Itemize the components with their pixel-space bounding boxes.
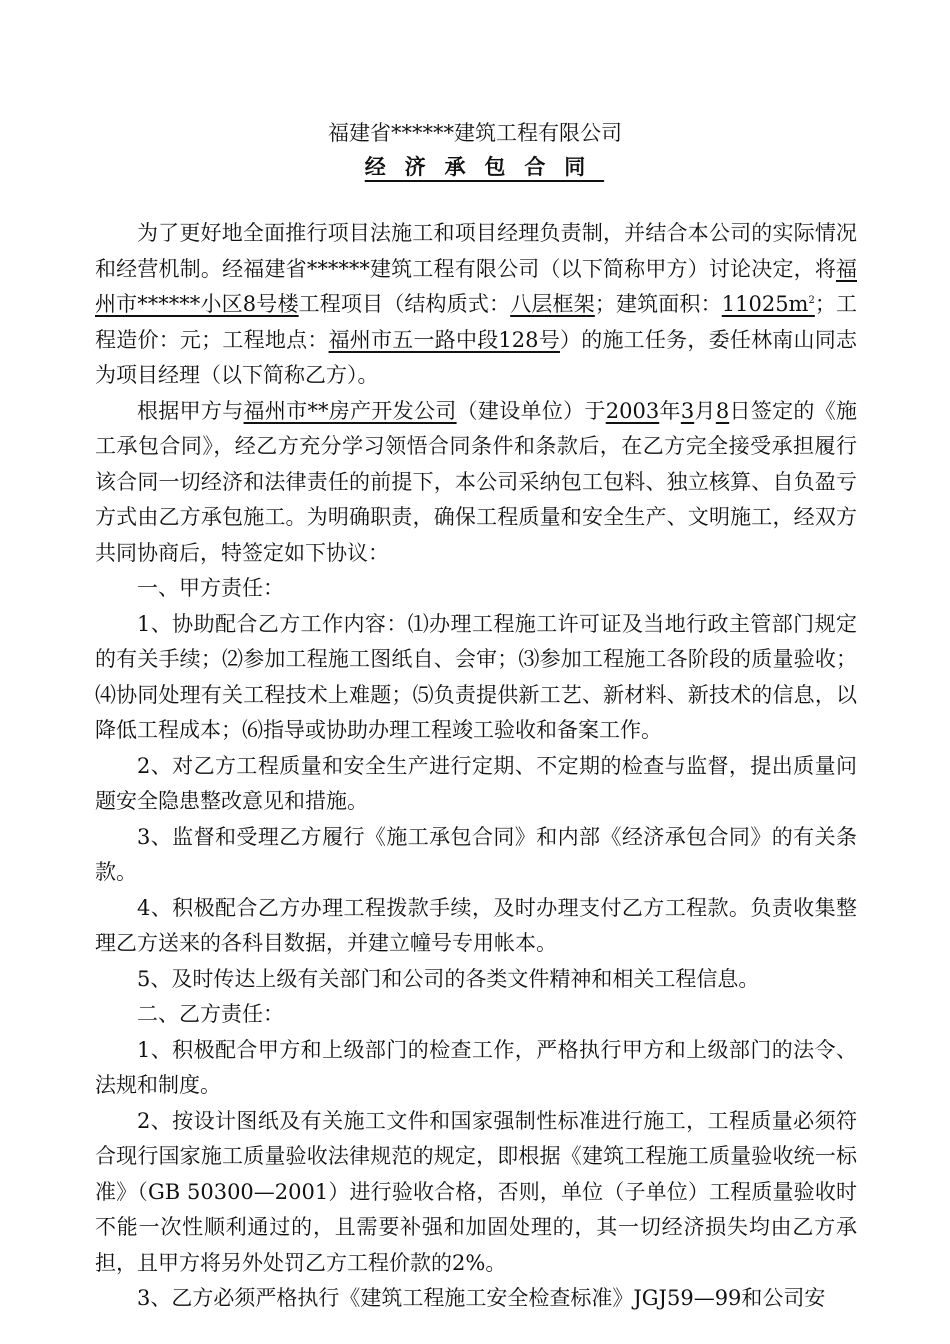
section-2-heading: 二、乙方责任： <box>137 1002 284 1026</box>
contract-title <box>0 152 950 182</box>
section-1-item: 4、积极配合乙方办理工程拨款手续，及时办理支付乙方工程款。负责收集整理乙方送来的各科目数据，并建立幢号专用帐本。 <box>95 895 857 955</box>
contract-title-text: 经济承包合同 <box>364 154 605 179</box>
intro-text-2: 工程项目（结构质式： <box>298 292 511 316</box>
basis-text-2: （建设单位）于 <box>456 398 606 423</box>
contract-body <box>95 216 857 1317</box>
intro-text-4: ；工程造价：元；工程地点： <box>95 292 857 352</box>
intro-text-1: 为了更好地全面推行项目法施工和项目经理负责制，并结合本公司的实际情况和经营机制。经福建省******建筑工程有限公司（以下简称甲方）讨论决定，将 <box>95 221 857 281</box>
area-superscript: 2 <box>808 295 815 306</box>
section-1-heading: 一、甲方责任： <box>137 576 284 600</box>
section-1-item: 2、对乙方工程质量和安全生产进行定期、不定期的检查与监督，提出质量问题安全隐患整改意见和措施。 <box>95 753 857 813</box>
section-2-item: 3、乙方必须严格执行《建筑工程施工安全检查标准》JGJ59—99和公司安 <box>137 1286 826 1310</box>
building-area-value: 11025m <box>721 292 809 316</box>
sign-month: 3 <box>680 398 695 423</box>
intro-text-3: ；建筑面积： <box>594 292 722 316</box>
basis-text-5: 日签定的《施工承包合同》，经乙方充分学习领悟合同条件和条款后，在乙方完全接受承担履行该合同一切经济和法律责任的前提下，本公司采纳包工包料、独立核算、自负盈亏方式由乙方承包施工。为明确职责，确保工程质量和安全生产、文明施工，经双方共同协商后，特签定如下协议： <box>95 398 858 565</box>
section-1-item: 3、监督和受理乙方履行《施工承包合同》和内部《经济承包合同》的有关条款。 <box>95 824 857 884</box>
intro-text-5: ）的施工任务，委任林南山同志为项目经理（以下简称乙方）。 <box>95 327 858 387</box>
project-name: 福州市******小区8号楼 <box>95 256 857 316</box>
sign-year: 2003 <box>605 398 660 423</box>
structure-type: 八层框架 <box>510 292 595 316</box>
sign-day: 8 <box>715 398 730 423</box>
developer-name: 福州市**房产开发公司 <box>243 398 457 423</box>
section-2-item: 2、按设计图纸及有关施工文件和国家强制性标准进行施工，工程质量必须符合现行国家施工质量验收法律规范的规定，即根据《建筑工程施工质量验收统一标准》（GB 50300—2001）进行验收合格，否则，单位（子单位）工程质量验收时不能一次性顺利通过的，且需要补强和加固处理的，其一切经济损失均由乙方承担，且甲方将另外处罚乙方工程价款的2%。 <box>95 1108 857 1275</box>
basis-text-3: 年 <box>659 398 681 423</box>
basis-text-1: 根据甲方与 <box>137 398 244 423</box>
company-name: 福建省******建筑工程有限公司 <box>328 121 622 145</box>
basis-paragraph <box>95 394 857 572</box>
section-2-item: 1、积极配合甲方和上级部门的检查工作，严格执行甲方和上级部门的法令、法规和制度。 <box>95 1037 857 1097</box>
section-1-item: 5、及时传达上级有关部门和公司的各类文件精神和相关工程信息。 <box>137 966 760 991</box>
project-location: 福州市五一路中段128号 <box>328 327 560 352</box>
section-1-item: 1、协助配合乙方工作内容：⑴办理工程施工许可证及当地行政主管部门规定的有关手续；⑵参加工程施工图纸自、会审；⑶参加工程施工各阶段的质量验收；⑷协同处理有关工程技术上难题；⑸负责提供新工艺、新材料、新技术的信息，以降低工程成本；⑹指导或协助办理工程竣工验收和备案工作。 <box>95 611 857 742</box>
building-area <box>722 292 815 316</box>
intro-paragraph <box>95 216 857 394</box>
basis-text-4: 月 <box>694 398 716 423</box>
